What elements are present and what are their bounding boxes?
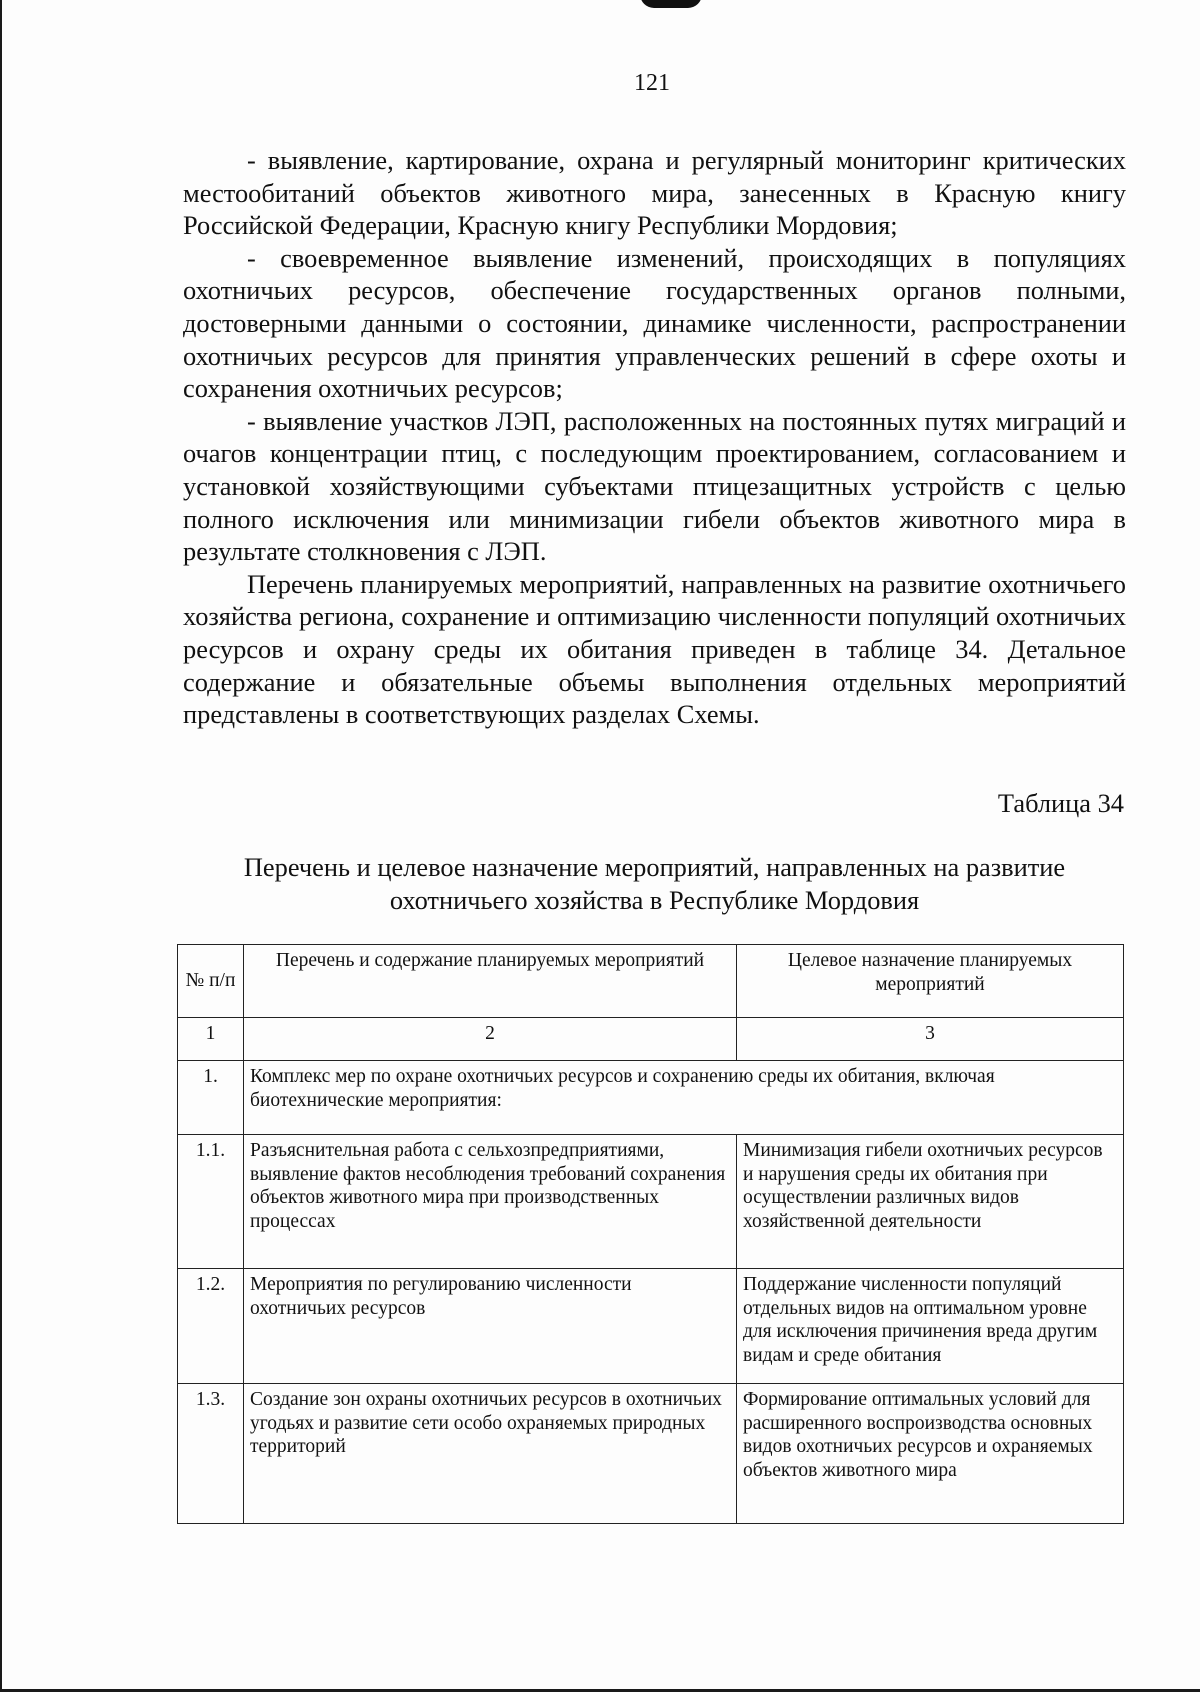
row-number: 1.2. [178, 1269, 244, 1384]
paragraph: - своевременное выявление изменений, происходящих в популяциях охотничьих ресурсов, обеспечение государственных органов полными, достоверными данными о состоянии, динамике численности, распространении охотничьих ресурсов для принятия управленческих решений в сфере охоты и сохранения охотничьих ресурсов; [183, 242, 1126, 404]
row-purpose: Формирование оптимальных условий для расширенного воспроизводства основных видов охотничьих ресурсов и охраняемых объектов животного мира [737, 1384, 1124, 1524]
header-cell-number: № п/п [178, 945, 244, 1018]
table-label: Таблица 34 [997, 788, 1124, 818]
row-purpose: Минимизация гибели охотничьих ресурсов и нарушения среды их обитания при осуществлении различных видов хозяйственной деятельности [737, 1135, 1124, 1269]
row-purpose: Поддержание численности популяций отдельных видов на оптимальном уровне для исключения причинения вреда другим видам и среде обитания [737, 1269, 1124, 1384]
column-number-cell: 1 [178, 1018, 244, 1061]
row-measure: Создание зон охраны охотничьих ресурсов в охотничьих угодьях и развитие сети особо охраняемых природных территорий [244, 1384, 737, 1524]
row-measure: Мероприятия по регулированию численности охотничьих ресурсов [244, 1269, 737, 1384]
paragraph: - выявление участков ЛЭП, расположенных на постоянных путях миграций и очагов концентрации птиц, с последующим проектированием, согласованием и установкой хозяйствующими субъектами птицезащитных устройств с целью полного исключения или минимизации гибели объектов животного мира в результате столкновения с ЛЭП. [183, 405, 1126, 567]
section-row [178, 1061, 1124, 1135]
row-number: 1.1. [178, 1135, 244, 1269]
scan-binding-mark [640, 0, 702, 8]
row-number: 1.3. [178, 1384, 244, 1524]
column-number-row [178, 1018, 1124, 1061]
row-measure: Разъяснительная работа с сельхозпредприятиями, выявление фактов несоблюдения требований сохранения объектов животного мира при производственных процессах [244, 1135, 737, 1269]
column-number-cell: 2 [244, 1018, 737, 1061]
paragraph: Перечень планируемых мероприятий, направленных на развитие охотничьего хозяйства региона, сохранение и оптимизацию численности популяций охотничьих ресурсов и охрану среды их обитания приведен в таблице 34. Детальное содержание и обязательные объемы выполнения отдельных мероприятий представлены в соответствующих разделах Схемы. [183, 568, 1126, 730]
page-number: 121 [634, 70, 670, 96]
table-row [178, 1384, 1124, 1524]
measures-table [177, 944, 1124, 1524]
section-number: 1. [178, 1061, 244, 1135]
table-row [178, 1269, 1124, 1384]
paragraph: - выявление, картирование, охрана и регулярный мониторинг критических местообитаний объектов животного мира, занесенных в Красную книгу Российской Федерации, Красную книгу Республики Мордовия; [183, 145, 1126, 241]
body-text [183, 144, 1126, 731]
table-row [178, 1135, 1124, 1269]
column-number-cell: 3 [737, 1018, 1124, 1061]
section-text: Комплекс мер по охране охотничьих ресурсов и сохранению среды их обитания, включая биотехнические мероприятия: [244, 1061, 1124, 1135]
table-header-row [178, 945, 1124, 1018]
header-cell-purpose: Целевое назначение планируемых мероприятий [737, 945, 1124, 1018]
header-cell-measures: Перечень и содержание планируемых мероприятий [244, 945, 737, 1018]
table-title: Перечень и целевое назначение мероприятий, направленных на развитие охотничьего хозяйства в Республике Мордовия [243, 852, 1066, 915]
